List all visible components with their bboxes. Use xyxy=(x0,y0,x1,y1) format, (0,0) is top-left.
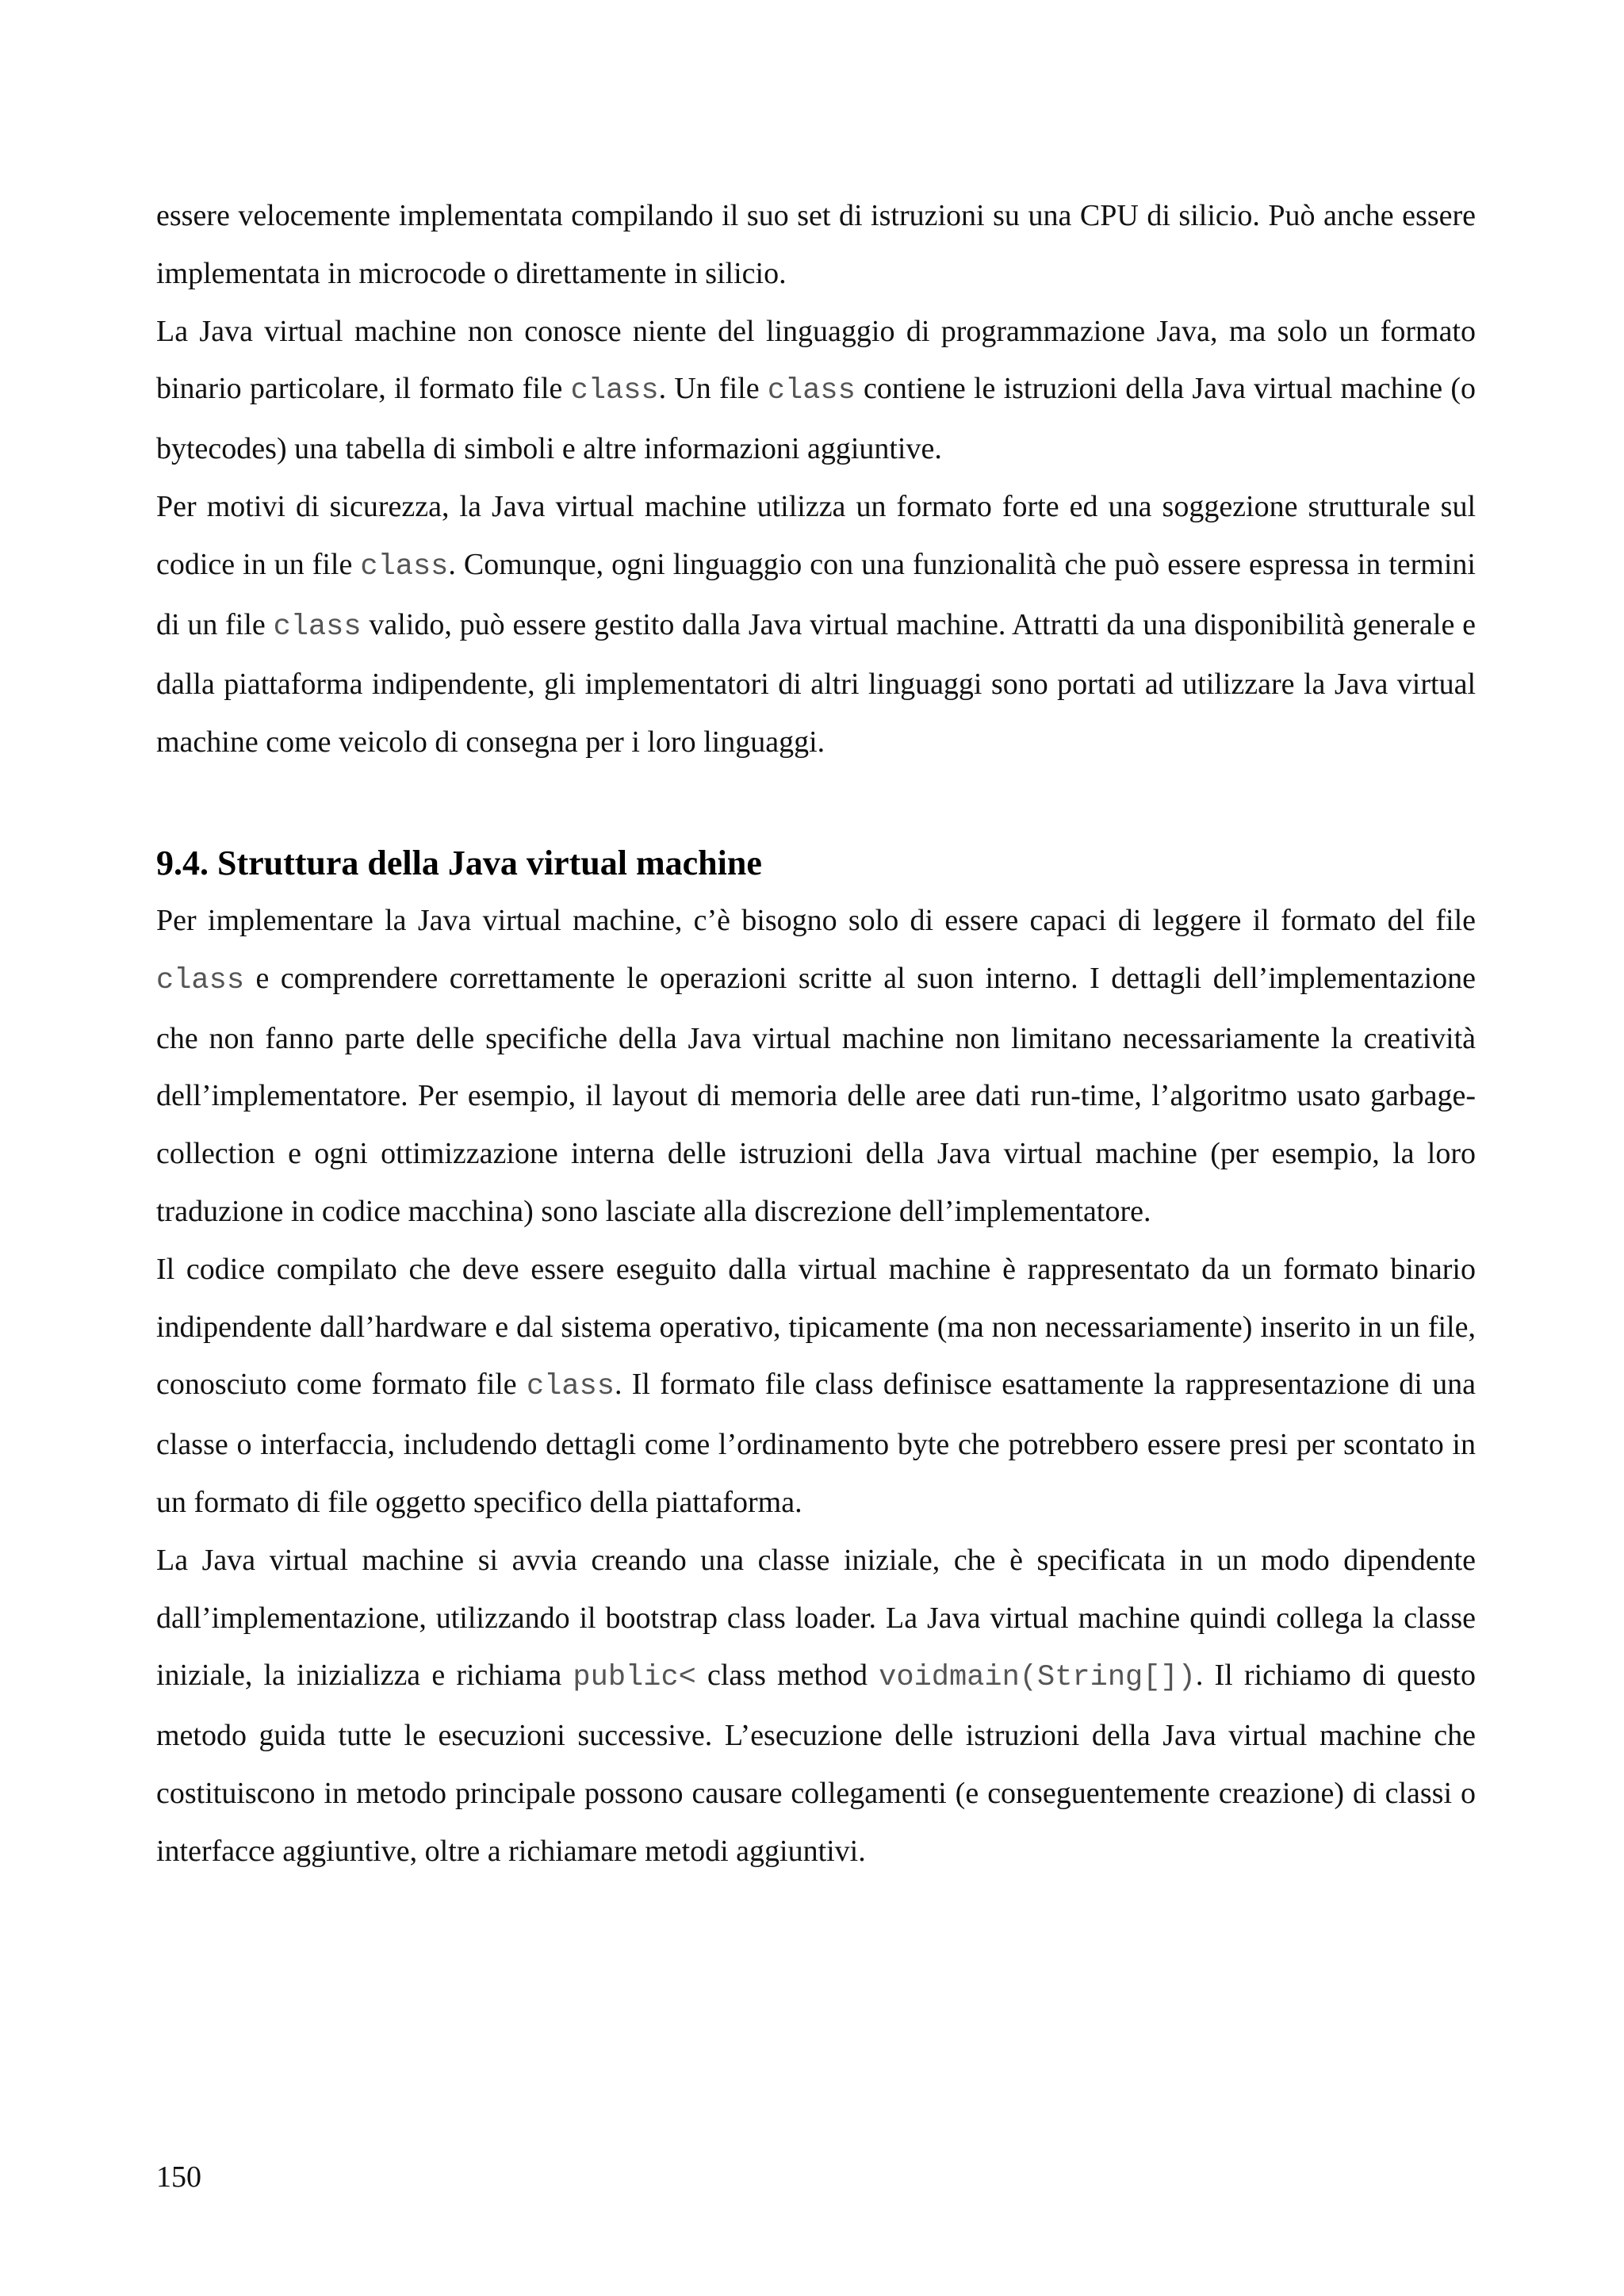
page-body xyxy=(156,187,1476,1881)
paragraph-text: essere velocemente implementata compilando il suo set di istruzioni su una CPU di silicio. Può anche essere implementata in microcode o direttamente in silicio. xyxy=(156,199,1476,290)
page-number: 150 xyxy=(156,2160,201,2194)
code-class: class xyxy=(273,610,362,644)
paragraph-intro-1 xyxy=(156,187,1476,303)
paragraph-text: Per motivi di sicurezza, la Java virtual machine utilizza un formato forte ed una soggezione strutturale sul codice in un file xyxy=(156,489,1476,581)
code-class: class xyxy=(360,549,449,584)
paragraph-text: . Il formato file class definisce esattamente la rappresentazione di una classe o interfaccia, includendo dettagli come l’ordinamento byte che potrebbero essere presi per scontato in un formato di file oggetto specifico della piattaforma. xyxy=(156,1368,1476,1519)
paragraph-text: Per implementare la Java virtual machine, c’è bisogno solo di essere capaci di leggere il formato del file xyxy=(156,903,1476,937)
section-heading: 9.4. Struttura della Java virtual machine xyxy=(156,843,762,882)
paragraph-text: La Java virtual machine si avvia creando una classe iniziale, che è specificata in un modo dipendente dall’implementazione, utilizzando il bootstrap class loader. La Java virtual machine quindi collega la classe iniziale, la inizializza e richiama xyxy=(156,1543,1476,1693)
paragraph-text: contiene le istruzioni della Java virtual machine (o bytecodes) una tabella di simboli e altre informazioni aggiuntive. xyxy=(156,372,1477,466)
code-public: public< xyxy=(573,1661,696,1695)
paragraph-text: . Il richiamo di questo metodo guida tutte le esecuzioni successive. L’esecuzione delle istruzioni della Java virtual machine che costituiscono in metodo principale possono causare collegamenti (e conseguentemente creazione) di classi o interfacce aggiuntive, oltre a richiamare metodi aggiuntivi. xyxy=(156,1659,1476,1868)
code-class: class xyxy=(526,1370,615,1404)
paragraph-text: La Java virtual machine non conosce niente del linguaggio di programmazione Java, ma solo un formato binario particolare, il formato file xyxy=(156,314,1476,406)
paragraph-text: e comprendere correttamente le operazioni scritte al suon interno. I dettagli dell’implementazione che non fanno parte delle specifiche della Java virtual machine non limitano necessariamente la creatività dell’implementatore. Per esempio, il layout di memoria delle aree dati run-time, l’algoritmo usato garbage-collection e ogni ottimizzazione interna delle istruzioni della Java virtual machine (per esempio, la loro traduzione in codice macchina) sono lasciate alla discrezione dell’implementatore. xyxy=(156,961,1476,1228)
code-class: class xyxy=(570,374,659,408)
paragraph-text: valido, può essere gestito dalla Java virtual machine. Attratti da una disponibilità generale e dalla piattaforma indipendente, gli implementatori di altri linguaggi sono portati ad utilizzare la Java virtual machine come veicolo di consegna per i loro linguaggi. xyxy=(156,607,1476,760)
paragraph-text: . Comunque, ogni linguaggio con una funzionalità che può essere espressa in termini di un file xyxy=(156,547,1476,641)
paragraph-intro-2 xyxy=(156,303,1476,478)
code-class: class xyxy=(156,963,245,997)
paragraph-section-2 xyxy=(156,1241,1476,1532)
paragraph-text: Il codice compilato che deve essere eseguito dalla virtual machine è rappresentato da un formato binario indipendente dall’hardware e dal sistema operativo, tipicamente (ma non necessariamente) inserito in un file, conosciuto come formato file xyxy=(156,1252,1476,1402)
paragraph-text: class method xyxy=(695,1659,879,1693)
paragraph-section-1 xyxy=(156,892,1476,1241)
paragraph-intro-3 xyxy=(156,478,1476,771)
paragraph-section-3 xyxy=(156,1532,1476,1881)
code-main-method: voidmain(String[]) xyxy=(879,1661,1196,1695)
code-class: class xyxy=(767,374,856,408)
paragraph-text: . Un file xyxy=(658,372,768,406)
